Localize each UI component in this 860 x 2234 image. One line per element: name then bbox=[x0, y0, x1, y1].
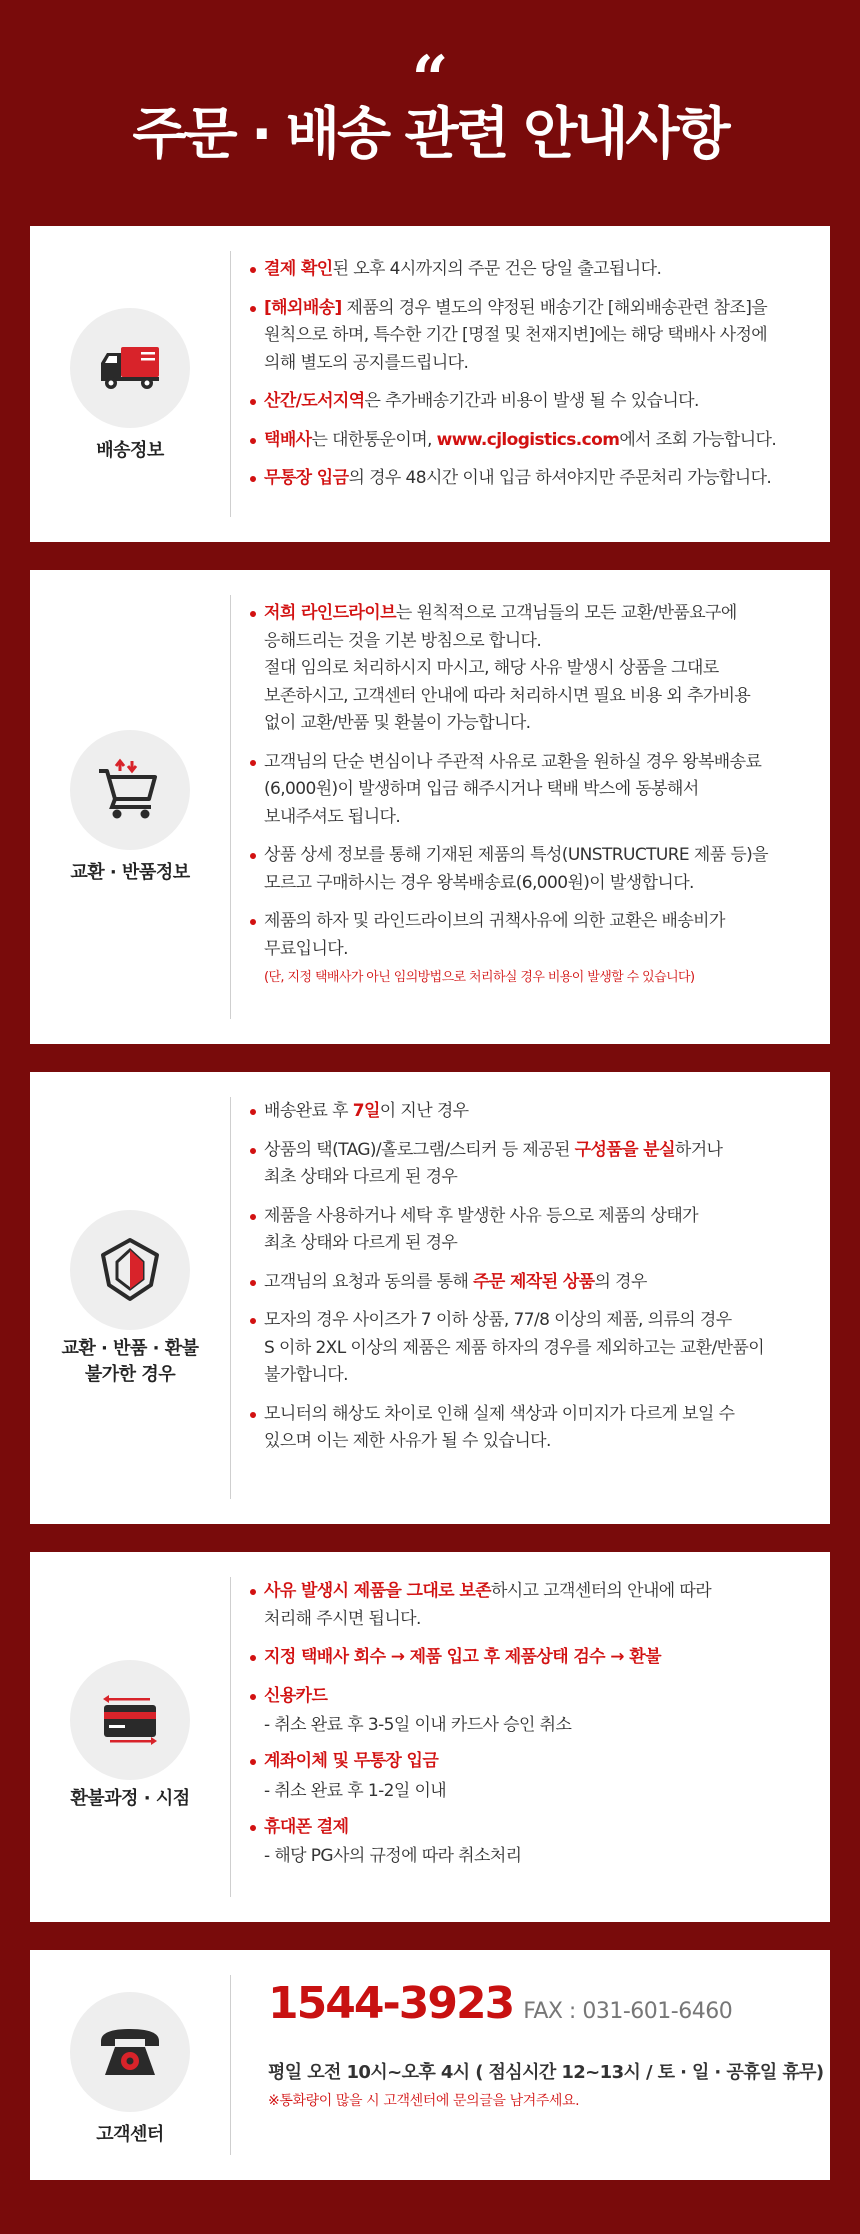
list-item: 고객님의 단순 변심이나 주관적 사유로 교환을 원하실 경우 왕복배송료 (6,000원)이 발생하며 입금 해주시거나 택배 박스에 동봉해서 보내주셔도 됩니다. bbox=[250, 749, 810, 832]
section-label: 고객센터 bbox=[96, 2124, 164, 2145]
section-content bbox=[250, 1098, 810, 1467]
list-item: 결제 확인된 오후 4시까지의 주문 건은 당일 출고됩니다. bbox=[250, 256, 810, 284]
section-content bbox=[250, 1578, 810, 1879]
icon-circle bbox=[70, 308, 190, 428]
note-text: (단, 지정 택배사가 아닌 임의방법으로 처리하실 경우 비용이 발생할 수 있습니다) bbox=[264, 970, 695, 985]
list-item: 택배사는 대한통운이며, www.cjlogistics.com에서 조회 가능합니다. bbox=[250, 427, 810, 455]
list-item: 신용카드 bbox=[250, 1683, 810, 1711]
card-side bbox=[30, 1072, 230, 1524]
card-nonreturn bbox=[30, 1072, 830, 1524]
phone-row bbox=[268, 1978, 732, 2029]
card-side bbox=[30, 570, 230, 1044]
list-item: 휴대폰 결제 bbox=[250, 1814, 810, 1842]
section-content bbox=[250, 600, 810, 1002]
card-customer-center bbox=[30, 1950, 830, 2180]
section-label: 교환 · 반품 · 환불 bbox=[61, 1338, 199, 1359]
list-item: 계좌이체 및 무통장 입금 bbox=[250, 1748, 810, 1776]
list-subitem: - 취소 완료 후 3-5일 이내 카드사 승인 취소 bbox=[264, 1715, 572, 1735]
phone-number[interactable]: 1544-3923 bbox=[268, 1978, 514, 2029]
list-item: 상품 상세 정보를 통해 기재된 제품의 특성(UNSTRUCTURE 제품 등)을 모르고 구매하시는 경우 왕복배송료(6,000원)이 발생합니다. bbox=[250, 842, 810, 897]
list-item: 사유 발생시 제품을 그대로 보존하시고 고객센터의 안내에 따라 처리해 주시면 됩니다. bbox=[250, 1578, 810, 1633]
section-label: 교환 · 반품정보 bbox=[70, 862, 190, 883]
telephone-icon bbox=[95, 2017, 165, 2087]
section-label: 불가한 경우 bbox=[84, 1364, 176, 1385]
list-item: 저희 라인드라이브는 원칙적으로 고객님들의 모든 교환/반품요구에 응해드리는 것을 기본 방침으로 합니다. 절대 임의로 처리하시지 마시고, 해당 사유 발생시 상품을 그대로 보존하시고, 고객센터 안내에 따라 처리하시면 필요 비용 외 추가비용 없이 교환/반품 및 환불이 가능합니다. bbox=[250, 600, 810, 738]
card-shipping bbox=[30, 226, 830, 542]
list-item: 모자의 경우 사이즈가 7 이하 상품, 77/8 이상의 제품, 의류의 경우 S 이하 2XL 이상의 제품은 제품 하자의 경우를 제외하고는 교환/반품이 불가합니다. bbox=[250, 1307, 810, 1390]
divider bbox=[230, 1975, 231, 2155]
list-item: 무통장 입금의 경우 48시간 이내 입금 하셔야지만 주문처리 가능합니다. bbox=[250, 465, 810, 493]
icon-circle bbox=[70, 1992, 190, 2112]
icon-circle bbox=[70, 1660, 190, 1780]
list-item: 제품을 사용하거나 세탁 후 발생한 사유 등으로 제품의 상태가 최초 상태와 다르게 된 경우 bbox=[250, 1203, 810, 1258]
list-item: 지정 택배사 회수 → 제품 입고 후 제품상태 검수 → 환불 bbox=[250, 1644, 810, 1672]
truck-icon bbox=[95, 333, 165, 403]
card-side bbox=[30, 226, 230, 542]
list-item: [해외배송] 제품의 경우 별도의 약정된 배송기간 [해외배송관련 참조]을 원칙으로 하며, 특수한 기간 [명절 및 천재지변]에는 해당 택배사 사정에 의해 별도의 공지를드립니다. bbox=[250, 295, 810, 378]
icon-circle bbox=[70, 1210, 190, 1330]
list-item: 배송완료 후 7일이 지난 경우 bbox=[250, 1098, 810, 1126]
card-icon bbox=[95, 1685, 165, 1755]
list-item: 제품의 하자 및 라인드라이브의 귀책사유에 의한 교환은 배송비가 무료입니다. (단, 지정 택배사가 아닌 임의방법으로 처리하실 경우 비용이 발생할 수 있습니다) bbox=[250, 908, 810, 991]
card-side bbox=[30, 1552, 230, 1922]
list-subitem: - 해당 PG사의 규정에 따라 취소처리 bbox=[264, 1846, 522, 1866]
fax-number: FAX : 031-601-6460 bbox=[523, 1999, 733, 2024]
tracking-link[interactable]: www.cjlogistics.com bbox=[436, 429, 620, 450]
list-subitem: - 취소 완료 후 1-2일 이내 bbox=[264, 1780, 447, 1801]
section-label: 환불과정 · 시점 bbox=[70, 1788, 190, 1809]
cart-icon bbox=[95, 755, 165, 825]
divider bbox=[230, 1577, 231, 1897]
card-refund bbox=[30, 1552, 830, 1922]
page-title: 주문 · 배송 관련 안내사항 bbox=[132, 102, 728, 167]
list-item: 고객님의 요청과 동의를 통해 주문 제작된 상품의 경우 bbox=[250, 1269, 810, 1297]
business-hours: 평일 오전 10시~오후 4시 ( 점심시간 12~13시 / 토 · 일 · 공휴일 휴무) bbox=[268, 2062, 824, 2083]
list-item: 상품의 택(TAG)/홀로그램/스티커 등 제공된 구성품을 분실하거나 최초 상태와 다르게 된 경우 bbox=[250, 1137, 810, 1192]
card-exchange bbox=[30, 570, 830, 1044]
shield-icon bbox=[95, 1235, 165, 1305]
section-label: 배송정보 bbox=[96, 440, 164, 461]
cs-note: ※통화량이 많을 시 고객센터에 문의글을 남겨주세요. bbox=[268, 2093, 580, 2109]
list-item: 산간/도서지역은 추가배송기간과 비용이 발생 될 수 있습니다. bbox=[250, 388, 810, 416]
icon-circle bbox=[70, 730, 190, 850]
section-content bbox=[250, 256, 810, 504]
card-side bbox=[30, 1950, 230, 2180]
list-item: 모니터의 해상도 차이로 인해 실제 색상과 이미지가 다르게 보일 수 있으며 이는 제한 사유가 될 수 있습니다. bbox=[250, 1401, 810, 1456]
divider bbox=[230, 1097, 231, 1499]
divider bbox=[230, 595, 231, 1019]
quote-mark: “ bbox=[411, 52, 449, 92]
divider bbox=[230, 251, 231, 517]
